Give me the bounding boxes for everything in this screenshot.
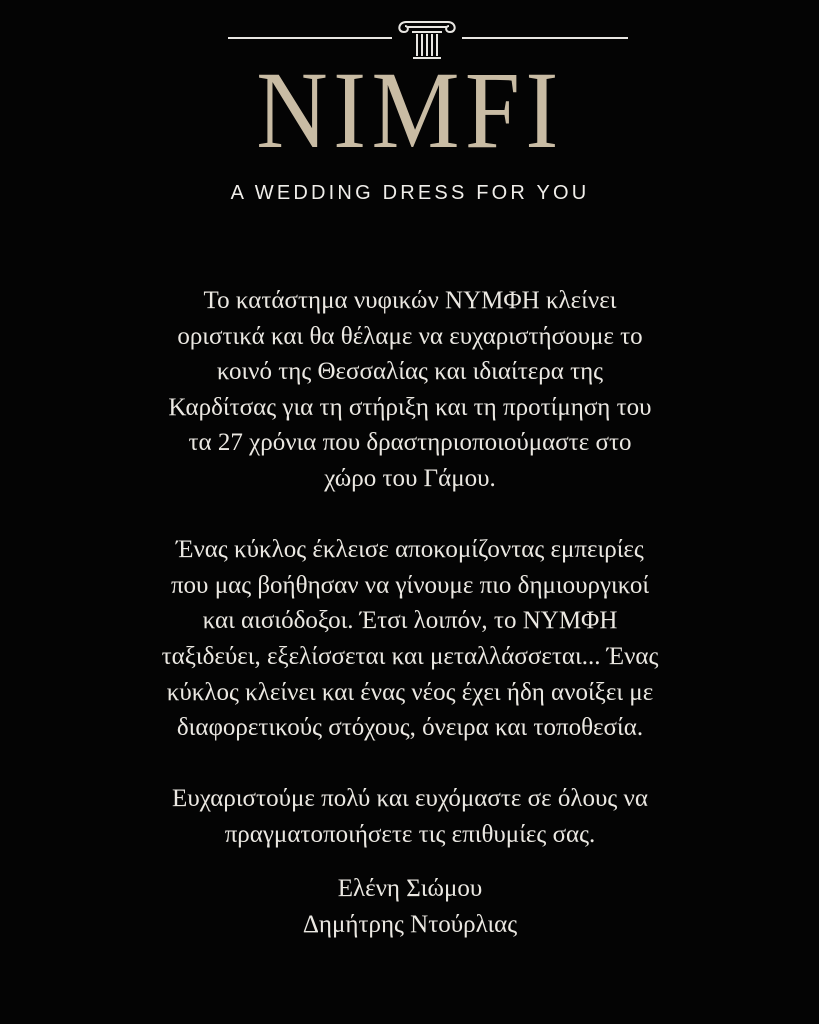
header-divider-right xyxy=(462,37,628,39)
brand-tagline: A WEDDING DRESS FOR YOU xyxy=(230,182,590,204)
message-line: διαφορετικούς στόχους, όνειρα και τοποθεσία. xyxy=(176,714,644,742)
message-line: κύκλος κλείνει και ένας νέος έχει ήδη ανοίξει με xyxy=(166,678,654,706)
message-line: χώρο του Γάμου. xyxy=(324,464,496,492)
signature-name: Ελένη Σιώμου xyxy=(337,875,483,902)
message-paragraph xyxy=(70,781,750,852)
brand-header xyxy=(0,0,819,230)
message-line: ταξιδεύει, εξελίσσεται και μεταλλάσσεται... Ένας xyxy=(161,642,659,670)
closing-announcement xyxy=(70,283,750,888)
message-line: πραγματοποιήσετε τις επιθυμίες σας. xyxy=(224,820,596,848)
message-line: Ένας κύκλος έκλεισε αποκομίζοντας εμπειρίες xyxy=(176,536,644,564)
message-line: που μας βοήθησαν να γίνουμε πιο δημιουργικοί xyxy=(170,571,650,599)
message-line: Ευχαριστούμε πολύ και ευχόμαστε σε όλους να xyxy=(172,785,648,813)
message-paragraph xyxy=(70,532,750,746)
signature-name: Δημήτρης Ντούρλιας xyxy=(302,910,518,938)
message-paragraph xyxy=(70,283,750,497)
signature-block xyxy=(70,871,750,942)
message-line: Το κατάστημα νυφικών ΝΥΜΦΗ κλείνει xyxy=(203,287,617,314)
message-line: κοινό της Θεσσαλίας και ιδιαίτερα της xyxy=(216,358,604,386)
header-divider-left xyxy=(228,37,392,39)
brand-name: NIMFI xyxy=(256,49,564,171)
message-line: Καρδίτσας για τη στήριξη και τη προτίμηση του xyxy=(168,393,652,421)
message-line: τα 27 χρόνια που δραστηριοποιούμαστε στο xyxy=(188,429,632,457)
message-line: και αισιόδοξοι. Έτσι λοιπόν, το ΝΥΜΦΗ xyxy=(202,607,618,635)
message-line: οριστικά και θα θέλαμε να ευχαριστήσουμε το xyxy=(177,322,643,350)
